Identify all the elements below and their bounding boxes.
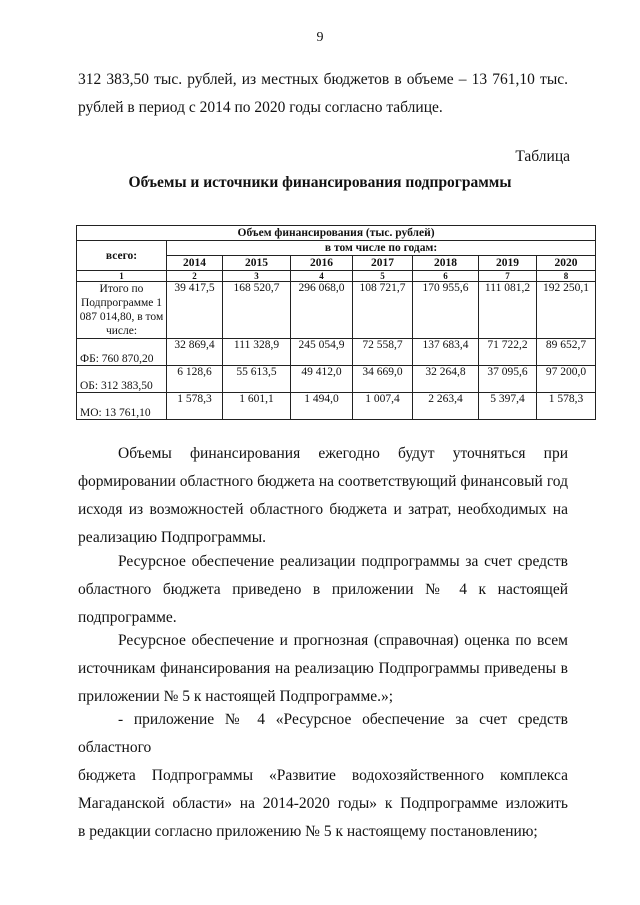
paragraph-line: реализацию Подпрограммы. bbox=[78, 529, 266, 546]
column-number: 2 bbox=[167, 271, 223, 282]
year-header: 2020 bbox=[537, 256, 596, 271]
table-cell: 111 328,9 bbox=[223, 339, 291, 366]
year-header: 2019 bbox=[479, 256, 537, 271]
column-number: 6 bbox=[413, 271, 479, 282]
table-cell: 34 669,0 bbox=[353, 366, 413, 393]
table-cell: 37 095,6 bbox=[479, 366, 537, 393]
table-cell: 32 264,8 bbox=[413, 366, 479, 393]
table-cell: 1 494,0 bbox=[291, 393, 353, 420]
table-cell: 39 417,5 bbox=[167, 282, 223, 339]
intro-line: 312 383,50 тыс. рублей, из местных бюджетов в объеме – 13 761,10 тыс. bbox=[78, 71, 568, 88]
table-cell: 168 520,7 bbox=[223, 282, 291, 339]
paragraph-line: формировании областного бюджета на соответствующий финансовый год bbox=[78, 473, 568, 490]
financing-table bbox=[76, 225, 596, 420]
intro-paragraph bbox=[78, 66, 568, 122]
table-cell: 137 683,4 bbox=[413, 339, 479, 366]
paragraph-line: бюджета Подпрограммы «Развитие водохозяйственного комплекса bbox=[78, 767, 568, 784]
table-cell: 49 412,0 bbox=[291, 366, 353, 393]
table-cell: 192 250,1 bbox=[537, 282, 596, 339]
table-cell: 111 081,2 bbox=[479, 282, 537, 339]
paragraph-line: Объемы финансирования ежегодно будут уточняться при bbox=[118, 445, 568, 462]
paragraph-line: источникам финансирования на реализацию Подпрограммы приведены в bbox=[78, 660, 568, 677]
table-cell: 32 869,4 bbox=[167, 339, 223, 366]
table-cell: 1 007,4 bbox=[353, 393, 413, 420]
row-label: Итого по Подпрограмме 1 087 014,80, в том числе: bbox=[77, 282, 167, 339]
table-cell: 55 613,5 bbox=[223, 366, 291, 393]
table-row bbox=[77, 366, 596, 393]
table-cell: 72 558,7 bbox=[353, 339, 413, 366]
paragraph-line: приложении № 5 к настоящей Подпрограмме.»; bbox=[78, 688, 394, 705]
table-cell: 89 652,7 bbox=[537, 339, 596, 366]
table-header-total: всего: bbox=[77, 241, 167, 271]
row-label: ОБ: 312 383,50 bbox=[77, 366, 167, 393]
column-number-row bbox=[77, 271, 596, 282]
column-number: 5 bbox=[353, 271, 413, 282]
table-cell: 2 263,4 bbox=[413, 393, 479, 420]
paragraph-line: исходя из возможностей областного бюджета и затрат, необходимых на bbox=[78, 501, 568, 518]
paragraph-line: Магаданской области» на 2014-2020 годы» к Подпрограмме изложить bbox=[78, 795, 568, 812]
paragraph-all-sources bbox=[78, 627, 568, 711]
paragraph-line: Ресурсное обеспечение и прогнозная (справочная) оценка по всем bbox=[118, 632, 568, 649]
table-header-years-group: в том числе по годам: bbox=[167, 241, 596, 256]
paragraph-financing-clarification bbox=[78, 440, 568, 552]
year-header: 2014 bbox=[167, 256, 223, 271]
year-header: 2018 bbox=[413, 256, 479, 271]
table-caption: Таблица bbox=[515, 148, 570, 165]
paragraph-line: Ресурсное обеспечение реализации подпрограммы за счет средств bbox=[118, 553, 568, 570]
table-row bbox=[77, 339, 596, 366]
table-row bbox=[77, 393, 596, 420]
column-number: 8 bbox=[537, 271, 596, 282]
paragraph-line: в редакции согласно приложению № 5 к настоящему постановлению; bbox=[78, 823, 538, 840]
table-cell: 5 397,4 bbox=[479, 393, 537, 420]
column-number: 3 bbox=[223, 271, 291, 282]
table-cell: 296 068,0 bbox=[291, 282, 353, 339]
paragraph-line: областного бюджета приведено в приложении № 4 к настоящей bbox=[78, 581, 568, 598]
year-header: 2016 bbox=[291, 256, 353, 271]
table-cell: 1 578,3 bbox=[537, 393, 596, 420]
table-cell: 6 128,6 bbox=[167, 366, 223, 393]
intro-line: рублей в период с 2014 по 2020 годы согласно таблице. bbox=[78, 99, 443, 116]
table-cell: 1 578,3 bbox=[167, 393, 223, 420]
column-number: 4 bbox=[291, 271, 353, 282]
year-header: 2017 bbox=[353, 256, 413, 271]
table-cell: 170 955,6 bbox=[413, 282, 479, 339]
table-cell: 245 054,9 bbox=[291, 339, 353, 366]
table-cell: 97 200,0 bbox=[537, 366, 596, 393]
page-number: 9 bbox=[316, 30, 324, 45]
column-number: 7 bbox=[479, 271, 537, 282]
paragraph-regional-budget bbox=[78, 548, 568, 632]
year-header: 2015 bbox=[223, 256, 291, 271]
paragraph-line: - приложение № 4 «Ресурсное обеспечение за счет средств областного bbox=[78, 711, 568, 756]
paragraph-appendix-4 bbox=[78, 706, 568, 846]
table-header-main: Объем финансирования (тыс. рублей) bbox=[77, 226, 596, 241]
table-title: Объемы и источники финансирования подпрограммы bbox=[128, 174, 512, 191]
table-cell: 108 721,7 bbox=[353, 282, 413, 339]
paragraph-line: подпрограмме. bbox=[78, 609, 177, 626]
row-label: ФБ: 760 870,20 bbox=[77, 339, 167, 366]
row-label: МО: 13 761,10 bbox=[77, 393, 167, 420]
table-row bbox=[77, 282, 596, 339]
table-cell: 71 722,2 bbox=[479, 339, 537, 366]
table-cell: 1 601,1 bbox=[223, 393, 291, 420]
column-number: 1 bbox=[77, 271, 167, 282]
